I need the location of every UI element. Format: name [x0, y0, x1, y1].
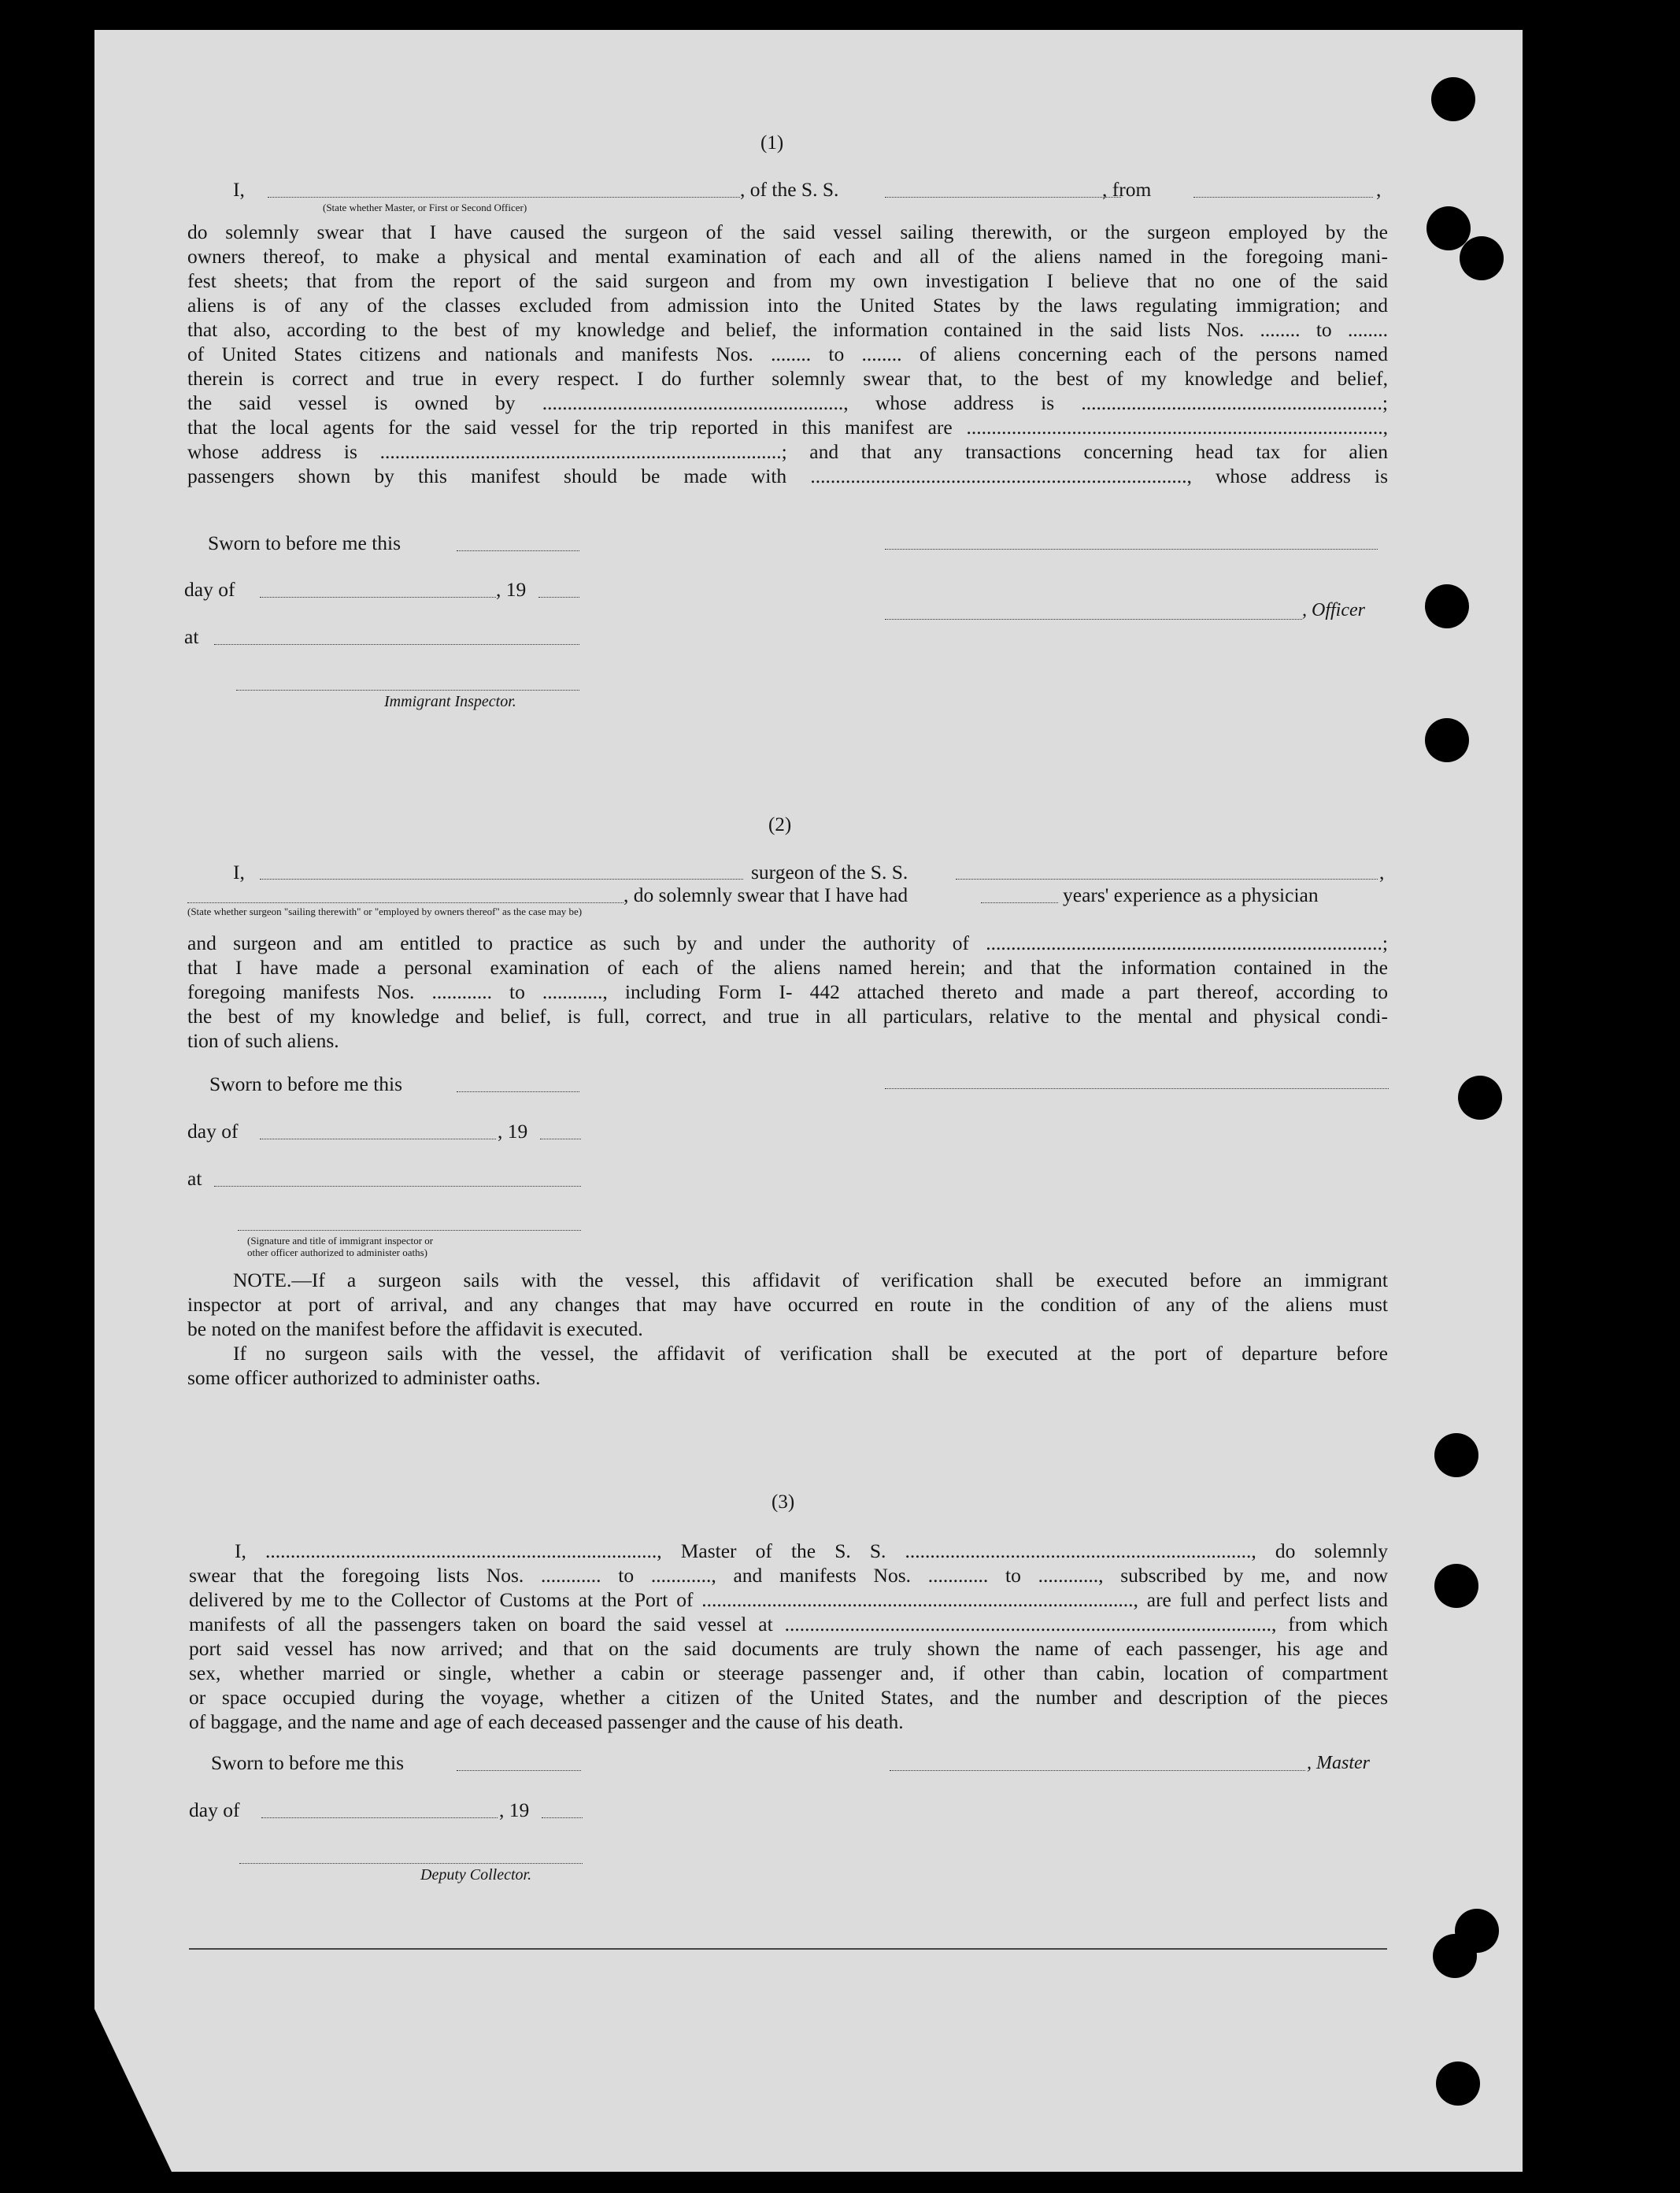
- s1-at-field[interactable]: [214, 644, 579, 645]
- s3-sworn-label: Sworn to before me this: [211, 1751, 405, 1774]
- punch-hole: [1431, 77, 1475, 121]
- s2-line2-b: years' experience as a physician: [1063, 883, 1319, 906]
- punch-hole: [1436, 2061, 1480, 2106]
- punch-hole: [1434, 1564, 1478, 1608]
- section-3-number: (3): [772, 1491, 795, 1513]
- s3-year-label: , 19: [499, 1798, 530, 1821]
- s1-line1-comma: ,: [1376, 178, 1382, 201]
- s3-oath-text: I, .............................................................................., Master of the S. S. ....................................................................., do solemnly swear that the foregoing lists Nos. ............ to ............, and manifests Nos. ............ to ............, subscribed by me, and now delivered by me to the Collector of Customs at the Port of ......................................................................................, are full and perfect lists and manifests of all the passengers taken on board the said vessel at ................................................................................................., from which port said vessel has now arrived; and that on the said documents are truly shown the name of each passenger, his age and sex, whether married or single, whether a cabin or steerage passenger and, if other than cabin, location of compartment or space occupied during the voyage, whether a citizen of the United States, and the number and description of the pieces of baggage, and the name and age of each deceased passenger and the cause of his death.: [189, 1539, 1388, 1733]
- s2-years-field[interactable]: [981, 902, 1058, 903]
- s2-year-label: , 19: [498, 1120, 528, 1143]
- s1-at-label: at: [184, 625, 199, 648]
- s2-day-label: day of: [187, 1120, 239, 1143]
- s2-at-label: at: [187, 1167, 202, 1190]
- s1-line1-ss: , of the S. S.: [740, 178, 839, 201]
- punch-hole: [1434, 1433, 1478, 1477]
- s1-officer-sig-top[interactable]: [885, 549, 1378, 550]
- footer-rule: [189, 1948, 1387, 1950]
- punch-hole: [1460, 236, 1504, 280]
- s2-line2-a: , do solemnly swear that I have had: [624, 883, 908, 906]
- s1-year-label: , 19: [496, 578, 527, 601]
- s1-officer-sig-field[interactable]: [885, 619, 1302, 620]
- s2-oath-text: and surgeon and am entitled to practice as such by and under the authority of ...............................................................................; that I have made a personal examination of each of the aliens named herein; and that the information contained in the foregoing manifests Nos. ............ to ............, including Form I- 442 attached thereto and made a part thereof, according to the best of my knowledge and belief, is full, correct, and true in all particulars, relative to the mental and physical condi- tion of such aliens.: [187, 932, 1388, 1052]
- s2-line1-comma: ,: [1379, 861, 1385, 883]
- s2-sworn-date-field[interactable]: [457, 1091, 579, 1092]
- s1-from-field[interactable]: [1193, 197, 1373, 198]
- s2-capacity-field[interactable]: [187, 902, 624, 903]
- s1-line1-i: I,: [233, 178, 245, 201]
- punch-hole: [1458, 1076, 1502, 1120]
- s2-line1-i: I,: [233, 861, 245, 883]
- punch-hole: [1433, 1934, 1477, 1978]
- s1-officer-name-field[interactable]: [268, 197, 740, 198]
- s3-day-field[interactable]: [261, 1817, 498, 1818]
- s1-vessel-field[interactable]: [885, 197, 1121, 198]
- s2-note-text: NOTE.—If a surgeon sails with the vessel, this affidavit of verification shall be executed before an immigrant inspector at port of arrival, and any changes that may have occurred en route in the condition of any of the aliens must be noted on the manifest before the affidavit is executed. If no surgeon sails with the vessel, the affidavit of verification shall be executed at the port of departure before some officer authorized to administer oaths.: [187, 1269, 1388, 1389]
- s2-inspector-sig-field[interactable]: [238, 1230, 581, 1231]
- s3-master-caption: , Master: [1307, 1753, 1370, 1773]
- s2-surgeon-sig-field[interactable]: [885, 1088, 1389, 1089]
- section-2-number: (2): [768, 814, 792, 835]
- s2-sig-note-2: other officer authorized to administer oaths): [247, 1247, 427, 1258]
- s3-year-field[interactable]: [542, 1817, 583, 1818]
- s2-at-field[interactable]: [214, 1186, 581, 1187]
- s1-day-field[interactable]: [260, 597, 496, 598]
- s2-capacity-note: (State whether surgeon "sailing therewith" or "employed by owners thereof" as the case may be): [187, 906, 583, 917]
- s1-sworn-label: Sworn to before me this: [208, 532, 401, 554]
- punch-hole: [1425, 718, 1469, 762]
- s1-line1-from: , from: [1102, 178, 1152, 201]
- s3-day-label: day of: [189, 1798, 240, 1821]
- s1-inspector-sig-field[interactable]: [236, 690, 579, 691]
- s3-collector-sig-field[interactable]: [239, 1863, 583, 1864]
- s2-sworn-label: Sworn to before me this: [209, 1072, 403, 1095]
- s1-oath-text: do solemnly swear that I have caused the surgeon of the said vessel sailing therewith, or the surgeon employed by the owners thereof, to make a physical and mental examination of each and all of the aliens named in the foregoing mani- fest sheets; that from the report of the said surgeon and from my own investigation I believe that no one of the said aliens is of any of the classes excluded from admission into the United States by the laws regulating immigration; and that also, according to the best of my knowledge and belief, the information contained in the said lists Nos. ........ to ........ of United States citizens and nationals and manifests Nos. ........ to ........ of aliens concerning each of the persons named therein is correct and true in every respect. I do further solemnly swear that, to the best of my knowledge and belief, the said vessel is owned by ............................................................, whose address is ............................................................; that the local agents for the said vessel for the trip reported in this manifest are ..................................................................................., whose address is ................................................................................; and that any transactions concerning head tax for alien passengers shown by this manifest should be made with ..........................................................................., whose address is: [187, 220, 1388, 487]
- s2-line1-ss: surgeon of the S. S.: [751, 861, 908, 883]
- s1-officer-caption: , Officer: [1302, 600, 1365, 620]
- s3-collector-caption: Deputy Collector.: [420, 1866, 532, 1884]
- s2-surgeon-name-field[interactable]: [260, 879, 743, 880]
- s3-master-sig-field[interactable]: [890, 1770, 1305, 1771]
- s1-sworn-date-field[interactable]: [457, 550, 579, 551]
- section-1-number: (1): [760, 132, 784, 154]
- s1-day-label: day of: [184, 578, 235, 601]
- s2-sig-note-1: (Signature and title of immigrant inspector or: [247, 1235, 434, 1247]
- s3-sworn-date-field[interactable]: [457, 1770, 581, 1771]
- s1-officer-note: (State whether Master, or First or Second Officer): [323, 202, 527, 213]
- punch-hole: [1425, 584, 1469, 628]
- s1-year-field[interactable]: [538, 597, 579, 598]
- s2-vessel-field[interactable]: [956, 879, 1378, 880]
- s1-inspector-caption: Immigrant Inspector.: [384, 693, 516, 710]
